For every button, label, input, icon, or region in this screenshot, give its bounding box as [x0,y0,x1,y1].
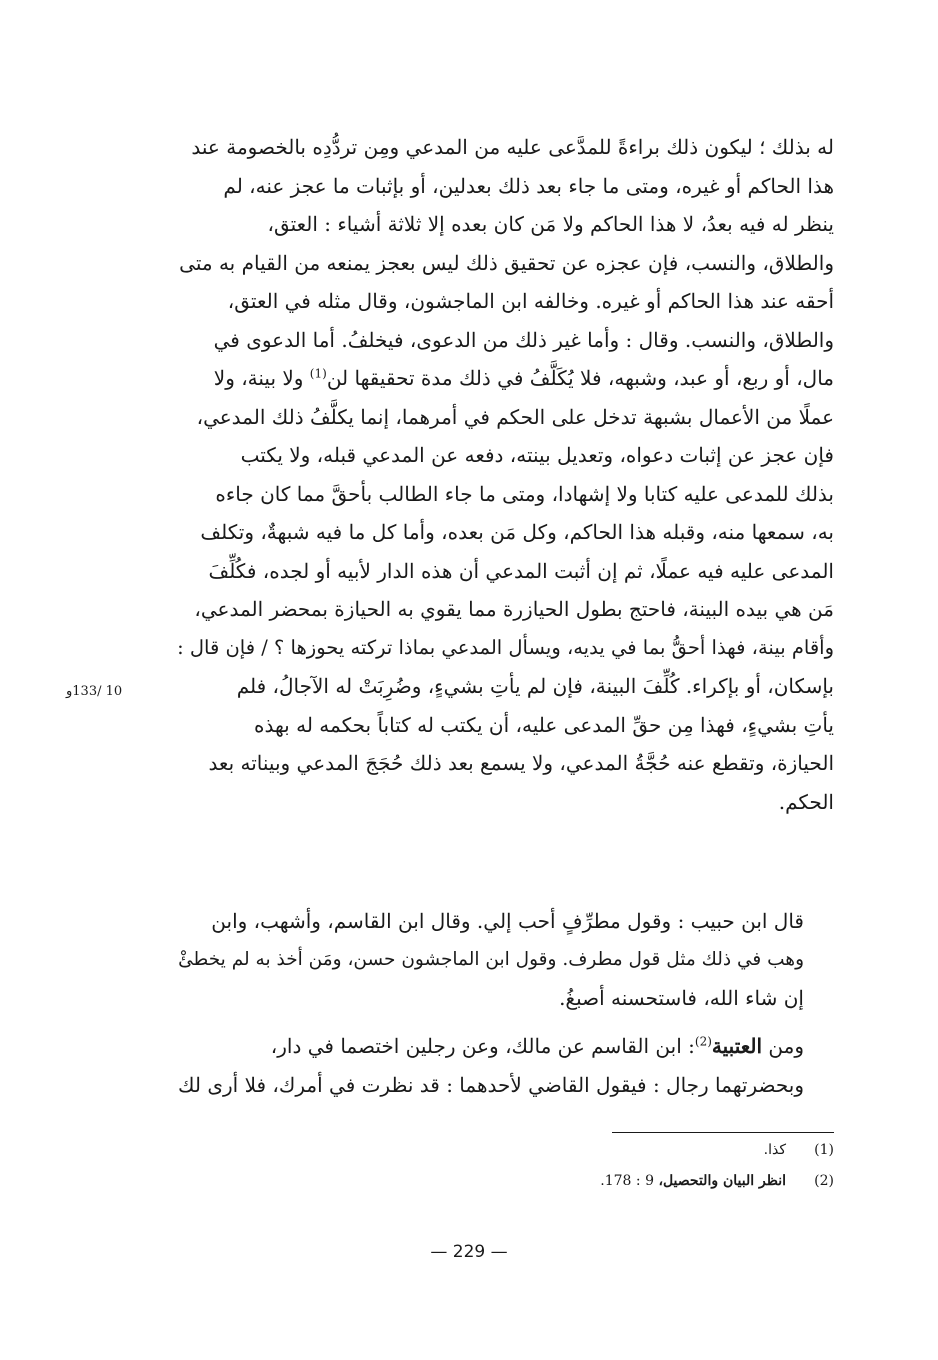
footnote-1 [764,1142,834,1158]
text-line-6: والطلاق، والنسب. وقال : وأما غير ذلك من الدعوى، فيخلفُ. أما الدعوى في [213,327,834,352]
footnote-2-number: (2) [814,1173,834,1189]
footnote-2 [600,1173,834,1189]
text-line-9: فإن عجز عن إثبات دعواه، وتعديل بينته، دفعه عن المدعي قبله، ولا يكتب [240,443,834,467]
footnote-2-ref: 9 : 178. [600,1173,659,1189]
text-line-4: والطلاق، والنسب، فإن عجزه عن تحقيق ذلك ليس بعجز يمنعه من القيام به متى [179,250,834,275]
para3-line1-rest: : ابن القاسم عن مالك، وعن رجلين اختصما في دار، [270,1034,695,1058]
footnote-ref-1: (1) [309,366,327,381]
text-line-13: مَن هي بيده البينة، فاحتج بطول الحيازرة مما يقوي به الحيازة بمحضر المدعي، [194,597,834,621]
text-line-2: هذا الحاكم أو غيره، ومتى ما جاء بعد ذلك بعدلين، أو بإثبات ما عجز عنه، لم [223,173,834,198]
footnote-1-text: كذا. [763,1142,786,1158]
para2-line-3: إن شاء الله، فاستحسنه أصبغُ. [559,986,804,1010]
text-line-14: وأقام بينة، فهذا أحقُّ بما في يديه، ويسأل المدعي بماذا تركته يحوزها ؟ / فإن قال : [177,635,834,659]
para3-prefix: ومن [762,1034,804,1058]
para3-line-2: وبحضرتهما رجال : فيقول القاضي لأحدهما : قد نظرت في أمرك، فلا أرى لك [178,1072,804,1097]
para2-line-1: قال ابن حبيب : وقول مطرِّفٍ أحب إلي. وقال ابن القاسم، وأشهب، وابن [211,909,804,933]
footnote-2-title: انظر البيان والتحصيل، [658,1173,786,1189]
text-line-15: بإسكان، أو بإكراء. كُلِّفَ البينة، فإن لم يأتِ بشيءٍ، وضُرِبَتْ له الآجالُ، فلم [236,674,834,698]
paragraph-utbiyya [162,1027,834,1104]
text-line-11: به، سمعها منه، وقبله هذا الحاكم، وكل مَن بعده، وأما كل ما فيه شبهةٌ، وتكلف [200,520,834,544]
main-paragraph [162,128,834,821]
paragraph-ibn-habib [162,902,834,1018]
text-line-10: بذلك للمدعى عليه كتابا ولا إشهادا، ومتى ما جاء الطالب بأحقَّ مما كان جاءه [215,481,834,506]
footnote-ref-2: (2) [694,1034,712,1049]
text-line-7 [162,359,834,398]
text-line-17: الحيازة، وتقطع عنه حُجَّةُ المدعي، ولا يسمع بعد ذلك حُجَجَ المدعي وبيناته بعد [208,751,834,775]
footnote-divider [612,1132,834,1133]
text-line-1: له بذلك ؛ ليكون ذلك براءةً للمدَّعى عليه من المدعي ومِن تردُّدِه بالخصومة عند [191,135,834,159]
footnote-1-number: (1) [814,1142,834,1158]
margin-folio-note: 10 /133و [66,684,123,699]
text-line-18: الحكم. [778,789,834,814]
para3-line-1 [162,1027,834,1066]
text-line-7-tail: ولا بينة، ولا [213,366,310,390]
text-line-16: يأتِ بشيءٍ، فهذا مِن حقِّ المدعى عليه، أن يكتب له كتاباً بحكمه له بهذه [253,712,834,737]
text-line-5: أحقه عند هذا الحاكم أو غيره. وخالفه ابن الماجشون، وقال مثله في العتق، [227,289,834,313]
text-line-8: عملًا من الأعمال بشبهة تدخل على الحكم في أمرهما، إنما يكلَّفُ ذلك المدعي، [196,404,834,429]
para2-line-2: وهب في ذلك مثل قول مطرف. وقول ابن الماجشون حسن، ومَن أخذ به لم يخطئْ [178,948,804,970]
text-line-7-body: مال، أو ربع، أو عبد، وشبهه، فلا يُكَلَّفُ في ذلك مدة تحقيقها لن [326,366,834,390]
para3-bold-term: العتبية [711,1034,763,1058]
text-line-3: ينظر له فيه بعدُ، لا هذا الحاكم ولا مَن كان بعده إلا ثلاثة أشياء : العتق، [267,212,834,236]
text-line-12: المدعى عليه فيه عملًا، ثم إن أثبت المدعي أن هذه الدار لأبيه أو لجده، فكُلِّفَ [208,558,834,583]
page-number: — 229 — [430,1242,508,1262]
